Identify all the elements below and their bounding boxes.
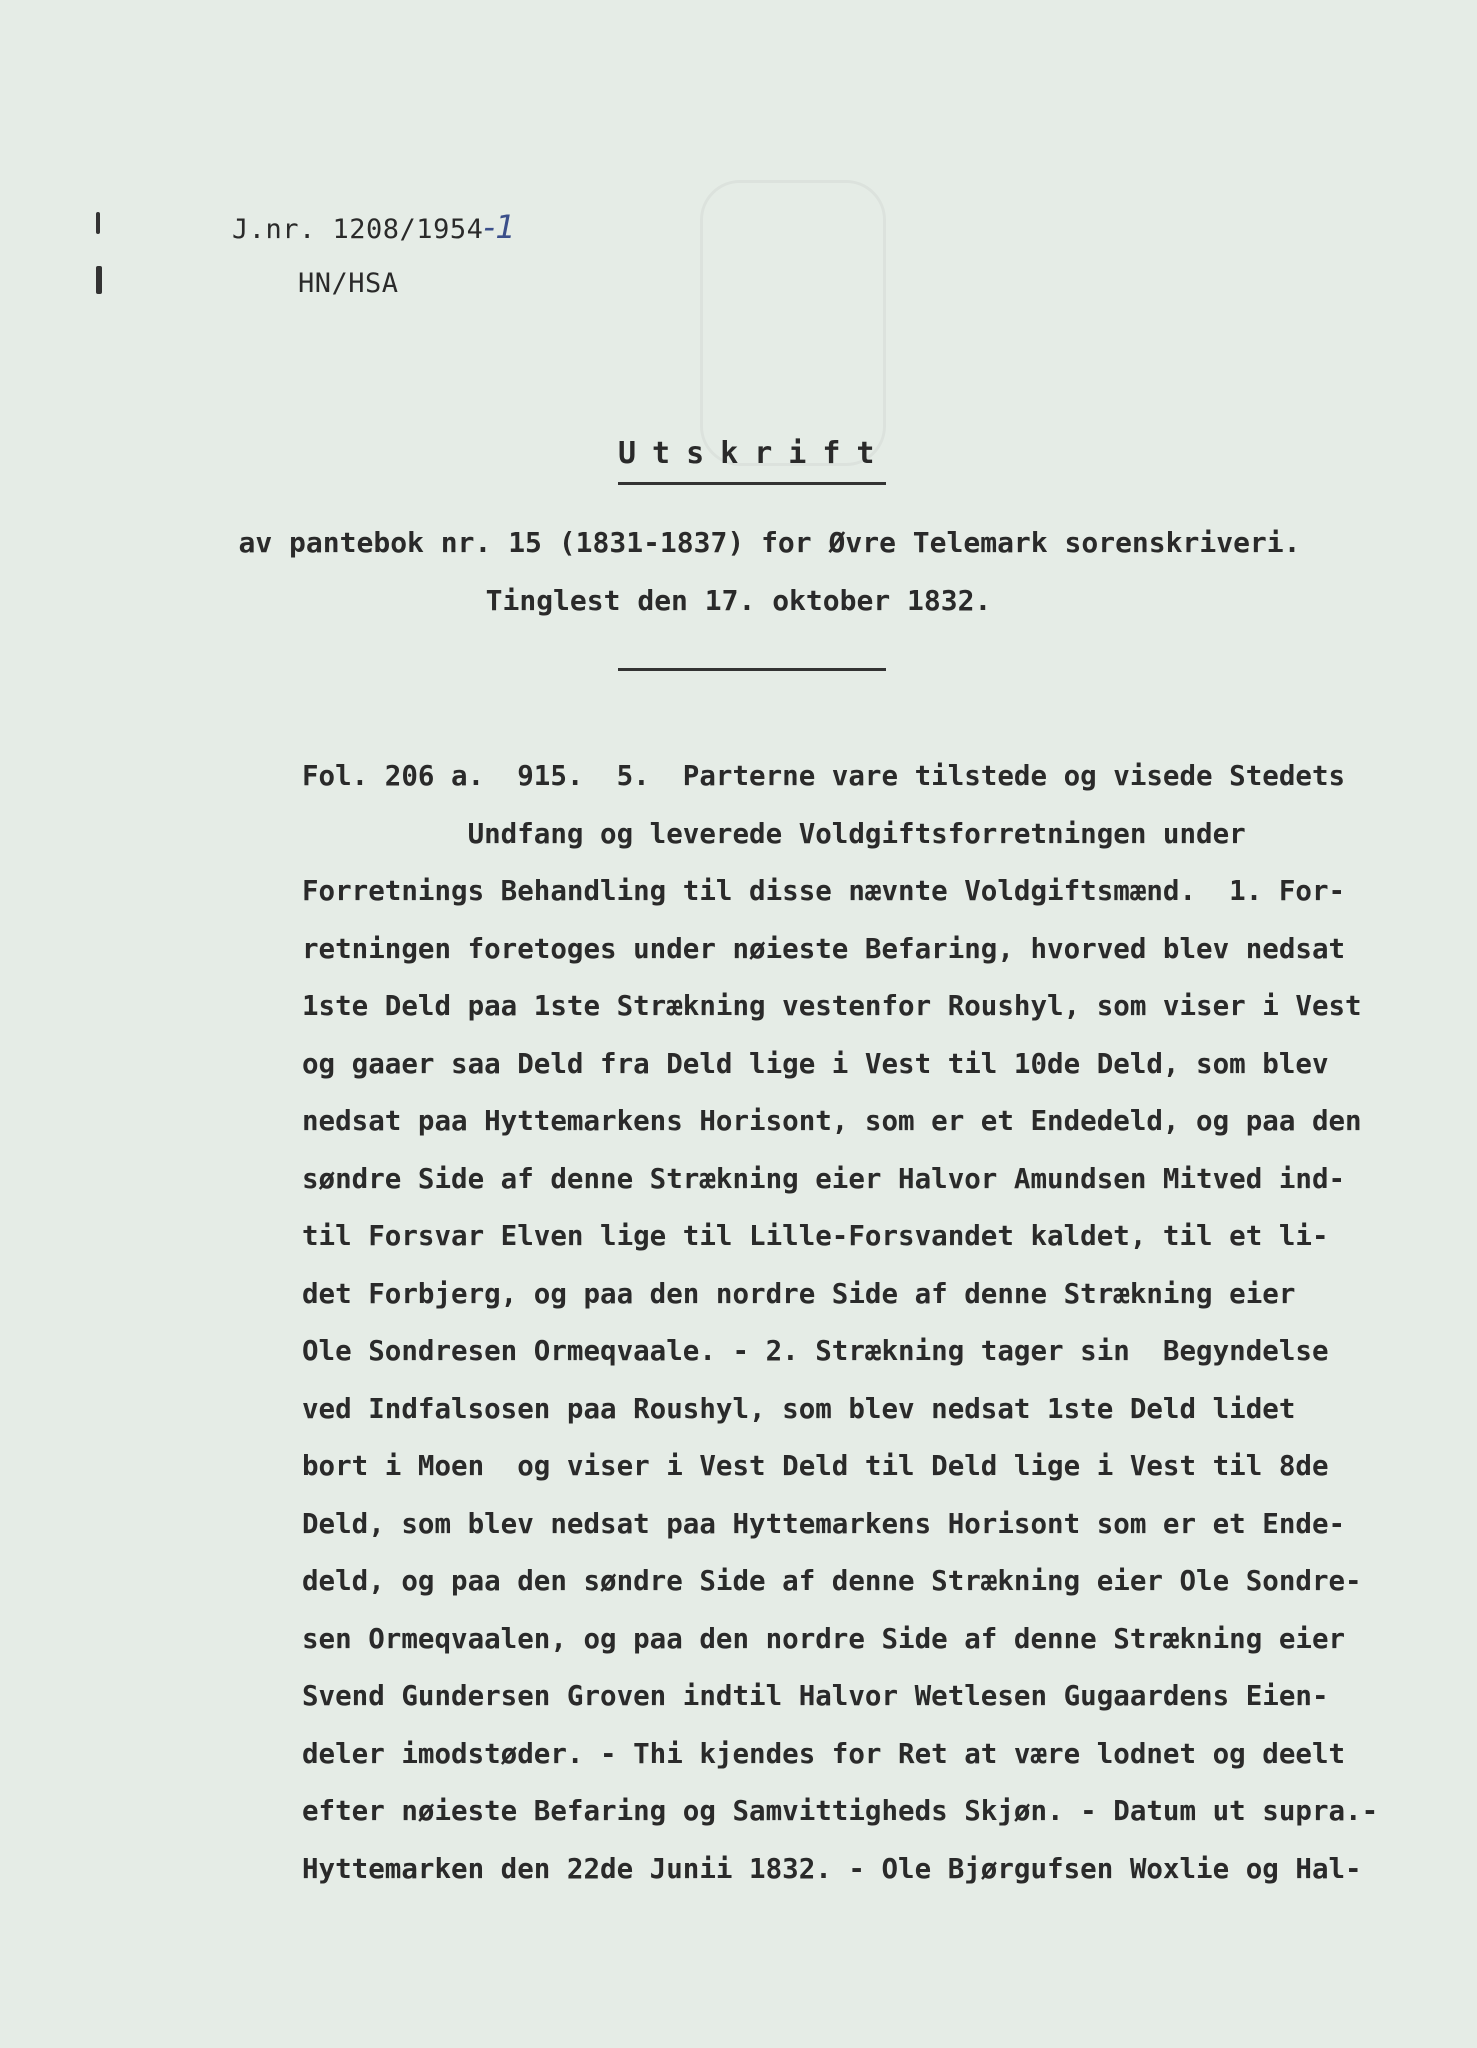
body-line: deler imodstøder. - Thi kjendes for Ret at være lodnet og deelt bbox=[302, 1737, 1346, 1770]
document-title: Utskrift bbox=[618, 436, 891, 471]
body-line: Fol. 206 a. 915. 5. Parterne vare tilstede og visede Stedets bbox=[302, 760, 1346, 792]
body-line: til Forsvar Elven lige til Lille-Forsvandet kaldet, til et li- bbox=[302, 1220, 1329, 1252]
body-line: retningen foretoges under nøieste Befaring, hvorved blev nedsat bbox=[302, 932, 1346, 965]
title-underline bbox=[618, 482, 886, 485]
body-line: nedsat paa Hyttemarkens Horisont, som er et Endedeld, og paa den bbox=[302, 1105, 1362, 1137]
margin-mark bbox=[96, 266, 102, 294]
margin-mark bbox=[96, 212, 100, 234]
body-line: deld, og paa den søndre Side af denne Strækning eier Ole Sondre- bbox=[302, 1565, 1362, 1597]
body-line: det Forbjerg, og paa den nordre Side af denne Strækning eier bbox=[302, 1277, 1296, 1310]
journal-number: J.nr. 1208/1954 bbox=[232, 214, 484, 245]
handwritten-suffix: -1 bbox=[483, 208, 517, 246]
subtitle-date: Tinglest den 17. oktober 1832. bbox=[485, 584, 992, 617]
journal-reference bbox=[232, 208, 516, 246]
body-line: Forretnings Behandling til disse nævnte Voldgiftsmænd. 1. For- bbox=[302, 875, 1346, 907]
faint-stamp-watermark bbox=[700, 180, 886, 466]
body-line: Ole Sondresen Ormeqvaale. - 2. Strækning tager sin Begyndelse bbox=[302, 1335, 1329, 1367]
body-line: Svend Gundersen Groven indtil Halvor Wetlesen Gugaardens Eien- bbox=[302, 1680, 1329, 1712]
body-line: Deld, som blev nedsat paa Hyttemarkens Horisont som er et Ende- bbox=[302, 1507, 1346, 1540]
body-line: bort i Moen og viser i Vest Deld til Deld lige i Vest til 8de bbox=[302, 1450, 1329, 1482]
body-line: efter nøieste Befaring og Samvittigheds Skjøn. - Datum ut supra.- bbox=[302, 1795, 1379, 1827]
body-line: sen Ormeqvaalen, og paa den nordre Side af denne Strækning eier bbox=[302, 1622, 1346, 1655]
body-line: Hyttemarken den 22de Junii 1832. - Ole Bjørgufsen Woxlie og Hal- bbox=[302, 1852, 1362, 1885]
subtitle-source: av pantebok nr. 15 (1831-1837) for Øvre Telemark sorenskriveri. bbox=[238, 526, 1301, 559]
separator-rule bbox=[618, 668, 886, 671]
body-line: 1ste Deld paa 1ste Strækning vestenfor Roushyl, som viser i Vest bbox=[302, 990, 1362, 1022]
body-line: søndre Side af denne Strækning eier Halvor Amundsen Mitved ind- bbox=[302, 1162, 1346, 1195]
body-line: og gaaer saa Deld fra Deld lige i Vest til 10de Deld, som blev bbox=[302, 1047, 1329, 1080]
initials: HN/HSA bbox=[298, 268, 399, 299]
body-line: ved Indfalsosen paa Roushyl, som blev nedsat 1ste Deld lidet bbox=[302, 1392, 1296, 1425]
body-line: Undfang og leverede Voldgiftsforretningen under bbox=[302, 817, 1246, 850]
